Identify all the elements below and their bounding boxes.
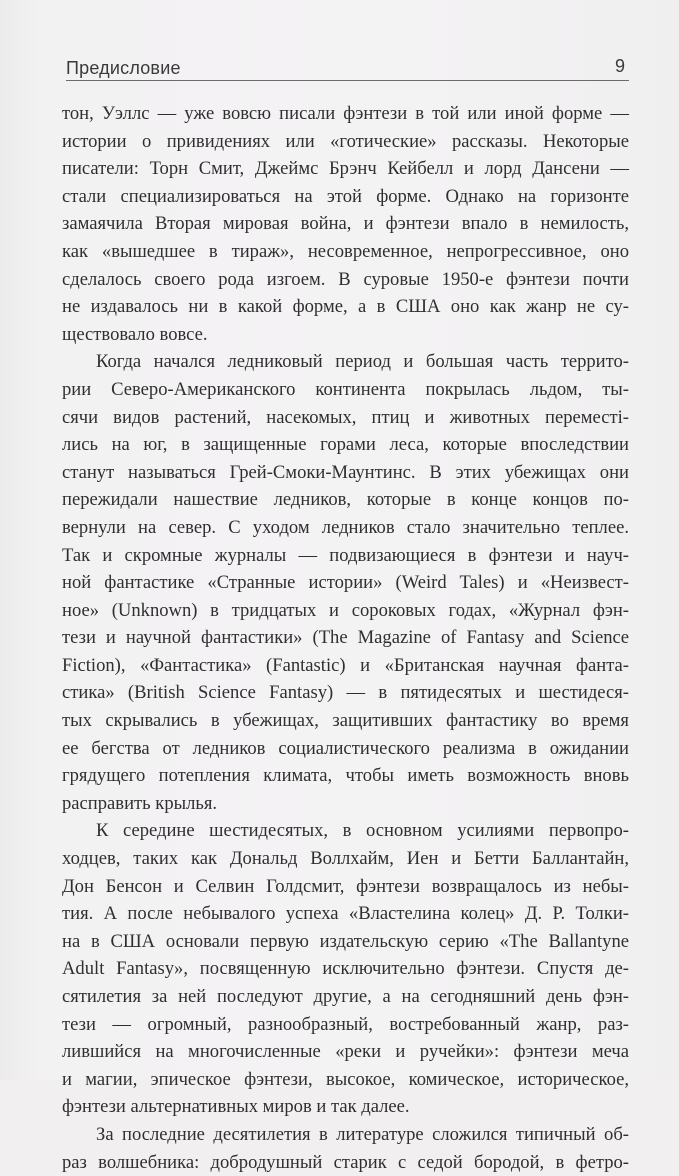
text-line: истории о привидениях или «готические» рассказы. Некоторые [62,130,629,152]
text-line: тон, Уэллс — уже вовсю писали фэнтези в той или иной форме — [62,103,629,124]
text-line: Fiction), «Фантастика» (Fantastic) и «Британская научная фанта- [62,654,629,676]
text-line: тых скрывались в убежищах, защитивших фантастику во время [62,710,629,732]
text-line: писатели: Торн Смит, Джеймс Брэнч Кейбелл и лорд Дансени — [62,158,629,180]
text-line: сятилетия за ней последуют другие, а на сегодняшний день фэн- [62,986,629,1007]
page-number: 9 [614,56,625,76]
text-line: не издавалось ни в какой форме, а в США оно как жанр не су- [62,296,629,318]
body-text [62,100,629,1176]
text-line: ной фантастике «Странные истории» (Weird Tales) и «Неизвест- [62,572,629,594]
text-line: К середине шестидесятых, в основном усилиями первопро- [96,820,629,842]
text-line: лившийся на многочисленные «реки и ручейки»: фэнтези меча [62,1041,629,1063]
text-line: как «вышедшее в тираж», несовременное, непрогрессивное, оно [62,240,629,262]
text-line: лись на юг, в защищенные горами леса, которые впоследствии [62,434,629,456]
text-line: станут называться Грей-Смоки-Маунтинс. В этих убежищах они [62,461,629,483]
text-line: расправить крылья. [62,792,218,814]
text-line: вернули на север. С уходом ледников стало значительно теплее. [62,516,629,538]
text-line: Дон Бенсон и Селвин Голдсмит, фэнтези возвращалось из небы- [62,875,629,897]
text-line: Когда начался ледниковый период и большая часть террито- [96,351,629,373]
text-line: ее бегства от ледников социалистического реализма в ожидании [62,737,629,759]
text-line: грядущего потепления климата, чтобы иметь возможность вновь [62,765,629,787]
text-line: замаячила Вторая мировая война, и фэнтези впало в немилость, [62,213,629,235]
text-line: сячи видов растений, насекомых, птиц и животных переместі- [62,406,629,428]
text-line: ществовало вовсе. [62,323,208,345]
text-line: фэнтези альтернативных миров и так далее. [62,1096,410,1118]
text-line: стика» (British Science Fantasy) — в пятидесятых и шестидеся- [62,682,629,704]
text-line: ное» (Unknown) в тридцатых и сороковых годах, «Журнал фэн- [62,599,629,621]
text-line: За последние десятилетия в литературе сложился типичный об- [96,1123,629,1145]
text-line: на в США основали первую издательскую серию «The Ballantyne [62,930,629,952]
text-line: тези — огромный, разнообразный, востребованный жанр, раз- [62,1013,629,1035]
text-line: и магии, эпическое фэнтези, высокое, комическое, историческое, [62,1068,629,1090]
text-line: раз волшебника: добродушный старик с седой бородой, в фетро- [62,1151,629,1173]
text-line: рии Северо-Американского континента покрылась льдом, ты- [62,378,629,400]
text-line: стали специализироваться на этой форме. Однако на горизонте [62,185,629,207]
text-line: пережидали нашествие ледников, которые в конце концов по- [62,489,629,511]
text-line: тези и научной фантастики» (The Magazine of Fantasy and Science [62,627,629,649]
text-line: ходцев, таких как Дональд Воллхайм, Иен и Бетти Баллантайн, [62,848,629,870]
text-line: Так и скромные журналы — подвизающиеся в фэнтези и науч- [62,544,629,566]
running-header [66,54,629,81]
text-line: сделалось своего рода изгоем. В суровые 1950-е фэнтези почти [62,268,629,290]
text-line: тия. А после небывалого успеха «Властелина колец» Д. Р. Толки- [62,903,629,925]
section-title: Предисловие [66,58,181,78]
text-line: Adult Fantasy», посвященную исключительно фэнтези. Спустя де- [62,958,629,980]
